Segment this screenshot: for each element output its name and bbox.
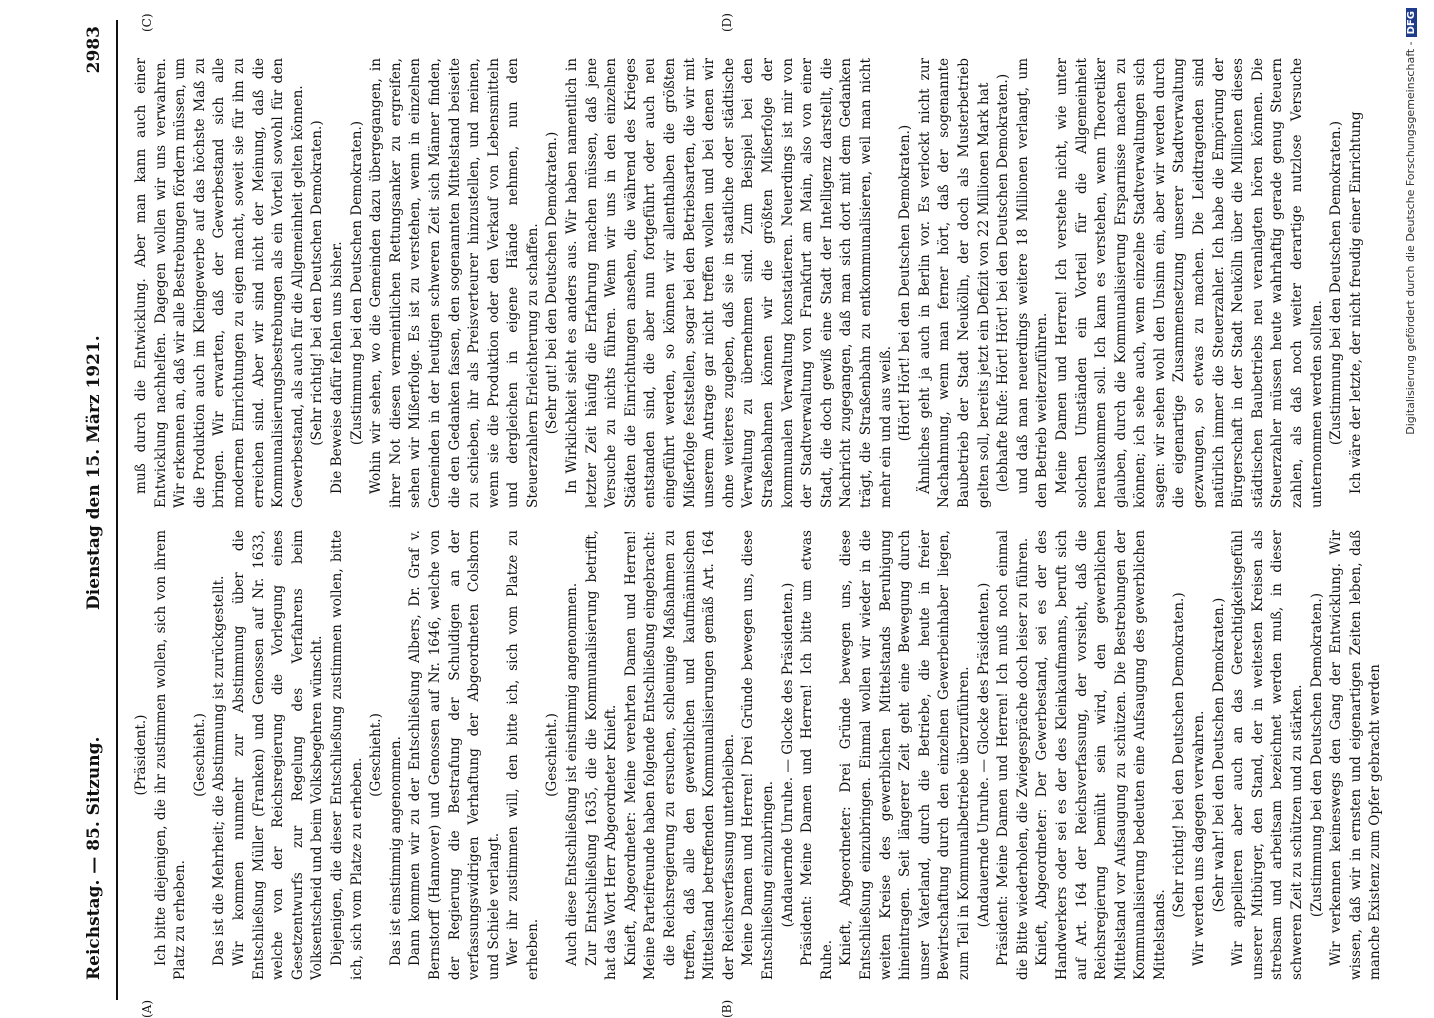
margin-marker-b: (B) — [720, 999, 734, 1018]
paragraph: Wir appellieren aber auch an das Gerechtigkeitsgefühl unserer Mitbürger, den Stand, der in weitesten Kreisen als strebsam und arbeitsam bezeichnet werden muß, in dieser schweren Zeit zu schützen und zu stärken. — [1230, 530, 1306, 980]
paragraph: (Präsident.) — [133, 714, 149, 796]
header-date: Dienstag den 15. März 1921. — [84, 335, 104, 610]
paragraph: Präsident: Meine Damen und Herren! Ich bitte um etwas Ruhe. — [799, 530, 835, 980]
rotated-page — [80, 13, 1384, 1018]
margin-marker-c: (C) — [140, 13, 154, 32]
paragraph: Auch diese Entschließung ist einstimmig angenommen. — [564, 582, 581, 966]
paragraph: Das ist die Mehrheit; die Abstimmung ist zurückgestellt. — [211, 575, 228, 966]
paragraph: (Geschieht.) — [544, 713, 561, 797]
paragraph: (lebhafte Rufe: Hört! Hört! bei den Deutschen Demokraten.) — [995, 73, 1012, 493]
paragraph: Meine Damen und Herren! Ich verstehe nicht, wie unter solchen Umständen ein Vorteil für die Allgemeinheit herauskommen soll. Ich kann es verstehen, wenn Theoretiker glauben, durch die Kommunalisierung Ersparnisse machen zu können; ich sehe auch, wenn einzelne Stadtverwaltungen sich sagen: wir sehen wohl den Unsinn ein, aber wir werden durch die eigenartige Zusammensetzung unserer Stadtverwaltung gezwungen, so etwas zu machen. Die Leidtragenden sind natürlich immer die Steuerzahler. Ich habe die Empörung der Bürgerschaft in der Stadt Neukölln über die Millionen dieses städtischen Baubetriebs neu veranlagten hören können. Die Steuerzahler müssen heute wahrhaftig gerade genug Steuern zahlen, als daß noch weiter derartige nutzlose Versuche unternommen werden sollten. — [1053, 58, 1325, 508]
paragraph: (Zustimmung bei den Deutschen Demokraten.) — [1308, 592, 1325, 918]
paragraph: Dann kommen wir zu der Entschließung Albers, Dr. Graf v. Bernstorff (Hannover) und Genossen auf Nr. 1646, welche von der Regierung die Bestrafung der Schuldigen an der verfassungswidrigen Verhaftung der Abgeordneten Colshorn und Schiele verlangt. — [407, 530, 502, 980]
paragraph: Wer ihr zustimmen will, den bitte ich, sich vom Platze zu erheben. — [505, 530, 541, 980]
paragraph: Knieft, Abgeordneter: Drei Gründe bewegen uns, diese Entschließung einzubringen. Einmal wollen wir wieder in die weiten Kreise des gewerblichen Mittelstands Beruhigung hineintragen. Seit längerer Zeit geht eine Bewegung durch unser Vaterland, durch die Betriebe, die heute in freier Bewirtschaftung durch den einzelnen Gewerbeinhaber liegen, zum Teil in Kommunalbetriebe überzuführen. — [838, 530, 972, 980]
paragraph: Zur Entschließung 1635, die die Kommunalisierung betrifft, hat das Wort Herr Abgeordneter Knieft. — [583, 530, 620, 980]
paragraph: (Geschieht.) — [368, 713, 385, 797]
paragraph: (Hört! Hört! bei den Deutschen Demokraten.) — [897, 124, 914, 442]
paragraph: (Geschieht.) — [191, 713, 208, 797]
paragraph: und daß man neuerdings weitere 18 Millionen verlangt, um den Betrieb weiterzuführen. — [1014, 58, 1051, 508]
paragraph: Wir verkennen keineswegs den Gang der Entwicklung. Wir wissen, daß wir in ernsten und eigenartigen Zeiten leben, daß manche Existenz zum Opfer gebracht werden — [1328, 530, 1384, 980]
header-left: Reichstag. — 85. Sitzung. — [84, 736, 104, 980]
paragraph: Meine Damen und Herren! Drei Gründe bewegen uns, diese Entschließung einzubringen. — [740, 530, 776, 980]
page-header — [80, 20, 120, 1000]
left-column — [132, 530, 1384, 980]
paragraph: Ähnliches geht ja auch in Berlin vor. Es verlockt nicht zur Nachahmung, wenn man ferner hört, daß der sogenannte Baubetrieb der Stadt Neukölln, der doch als Musterbetrieb gelten soll, bereits jetzt ein Defizit von 22 Millionen Mark hat — [916, 58, 992, 508]
paragraph: Präsident: Meine Damen und Herren! Ich muß noch einmal die Bitte wiederholen, die Zwiegespräche doch leiser zu führen. — [995, 530, 1031, 980]
paragraph: Ich wäre der letzte, der nicht freudig einer Einrichtung — [1347, 111, 1364, 494]
paragraph: Die Beweise dafür fehlen uns bisher. — [328, 241, 345, 494]
paragraph: Wir werden uns dagegen verwahren. — [1191, 710, 1208, 966]
paragraph: die Reichsregierung zu ersuchen, schleunige Maßnahmen zu treffen, daß alle den gewerblichen und kaufmännischen Mittelstand betreffenden Kommunalisierungen gemäß Art. 164 der Reichsverfassung unterbleiben. — [662, 530, 737, 980]
digitization-note-text: Digitalisierung gefördert durch die Deutsche Forschungsgemeinschaft - — [1404, 41, 1417, 435]
right-column — [132, 58, 1364, 508]
paragraph: Knieft, Abgeordneter: Meine verehrten Damen und Herren! Meine Parteifreunde haben folgende Entschließung eingebracht: — [622, 530, 659, 980]
paragraph: In Wirklichkeit sieht es anders aus. Wir haben namentlich in letzter Zeit häufig die Erfahrung machen müssen, daß jene Versuche zu nichts führen. Wenn wir uns in den einzelnen Städten die Einrichtungen ansehen, die während des Krieges entstanden sind, die aber nun fortgeführt oder auch neu eingeführt werden, so können wir allenthalben die größten Mißerfolge feststellen, sogar bei den Betriebsarten, die wir mit unserem Antrage gar nicht treffen wollen und bei denen wir ohne weiteres zugeben, daß sie in staatliche oder städtische Verwaltung zu übernehmen sind. Zum Beispiel bei den Straßenbahnen können wir die größten Mißerfolge der kommunalen Verwaltung konstatieren. Neuerdings ist mir von der Stadtverwaltung von Frankfurt am Main, also von einer Stadt, die doch gewiß eine Stadt der Intelligenz darstellt, die Nachricht zugegangen, daß man sich dort mit dem Gedanken trägt, die Straßenbahn zu entkommunalisieren, weil man nicht mehr ein und aus weiß. — [564, 58, 894, 508]
paragraph: (Andauernde Unruhe. — Glocke des Präsidenten.) — [779, 582, 796, 928]
header-rule — [116, 20, 118, 1000]
paragraph: (Sehr richtig! bei den Deutschen Demokraten.) — [1171, 592, 1188, 918]
paragraph: Knieft, Abgeordneter: Der Gewerbestand, sei es der des Handwerkers oder sei es der des Kleinkaufmanns, beruft sich auf Art. 164 der Reichsverfassung, der vorsieht, daß die Reichsregierung bemüht sein wird, den gewerblichen Mittelstand vor Aufsaugung zu schützen. Die Bestrebungen der Kommunalisierung bedeuten eine Aufsaugung des gewerblichen Mittelstands. — [1034, 530, 1168, 980]
paragraph: (Zustimmung bei den Deutschen Demokraten.) — [1328, 120, 1345, 446]
paragraph: (Andauernde Unruhe. — Glocke des Präsidenten.) — [975, 582, 992, 928]
paragraph: (Sehr gut! bei den Deutschen Demokraten.) — [544, 131, 561, 435]
paragraph: muß durch die Entwicklung. Aber man kann auch einer Entwicklung nachhelfen. Dagegen wollen wir uns verwahren. Wir erkennen an, daß wir alle Bestrebungen fördern müssen, um die Produktion auch im Kleingewerbe auf das höchste Maß zu bringen. Wir erwarten, daß der Gewerbestand sich alle modernen Einrichtungen zu eigen macht, soweit sie für ihn zu erreichen sind. Aber wir sind nicht der Meinung, daß die Kommunalisierungsbestrebungen als ein Vorteil sowohl für den Gewerbestand, als auch für die Allgemeinheit gelten können. — [133, 58, 306, 508]
page-number: 2983 — [84, 26, 104, 74]
digitization-note — [1398, 8, 1428, 992]
paragraph: (Zustimmung bei den Deutschen Demokraten.) — [348, 120, 365, 446]
margin-marker-d: (D) — [720, 13, 734, 32]
margin-marker-a: (A) — [140, 999, 154, 1018]
paragraph: Ich bitte diejenigen, die ihr zustimmen wollen, sich von ihrem Platz zu erheben. — [152, 530, 189, 980]
paragraph: (Sehr richtig! bei den Deutschen Demokraten.) — [309, 120, 326, 446]
paragraph: (Sehr wahr! bei den Deutschen Demokraten.) — [1210, 597, 1227, 913]
dfg-logo: DFG — [1406, 8, 1417, 37]
paragraph: Wir kommen nunmehr zur Abstimmung über die Entschließung Müller (Franken) und Genossen auf Nr. 1633, welche von der Reichsregierung die Vorlegung eines Gesetzentwurfs zur Regelung des Verfahrens beim Volksentscheid und beim Volksbegehren wünscht. — [230, 530, 326, 980]
paragraph: Wohin wir sehen, wo die Gemeinden dazu übergegangen, in ihrer Not diesen vermeintlichen Rettungsanker zu ergreifen, sehen wir Mißerfolge. Es ist zu verstehen, wenn in einzelnen Gemeinden in der heutigen schweren Zeit sich Männer finden, die den Gedanken fassen, den sogenannten Mittelstand beiseite zu schieben, ihr als Preisverteurer hinzustellen, und meinen, wenn sie die Produktion oder den Verkauf von Lebensmitteln und dergleichen in eigene Hände nehmen, nun den Steuerzahlern Erleichterung zu schaffen. — [368, 58, 541, 508]
paragraph: Diejenigen, die dieser Entschließung zustimmen wollen, bitte ich, sich vom Platze zu erheben. — [328, 530, 365, 980]
paragraph: Das ist einstimmig angenommen. — [387, 736, 404, 966]
